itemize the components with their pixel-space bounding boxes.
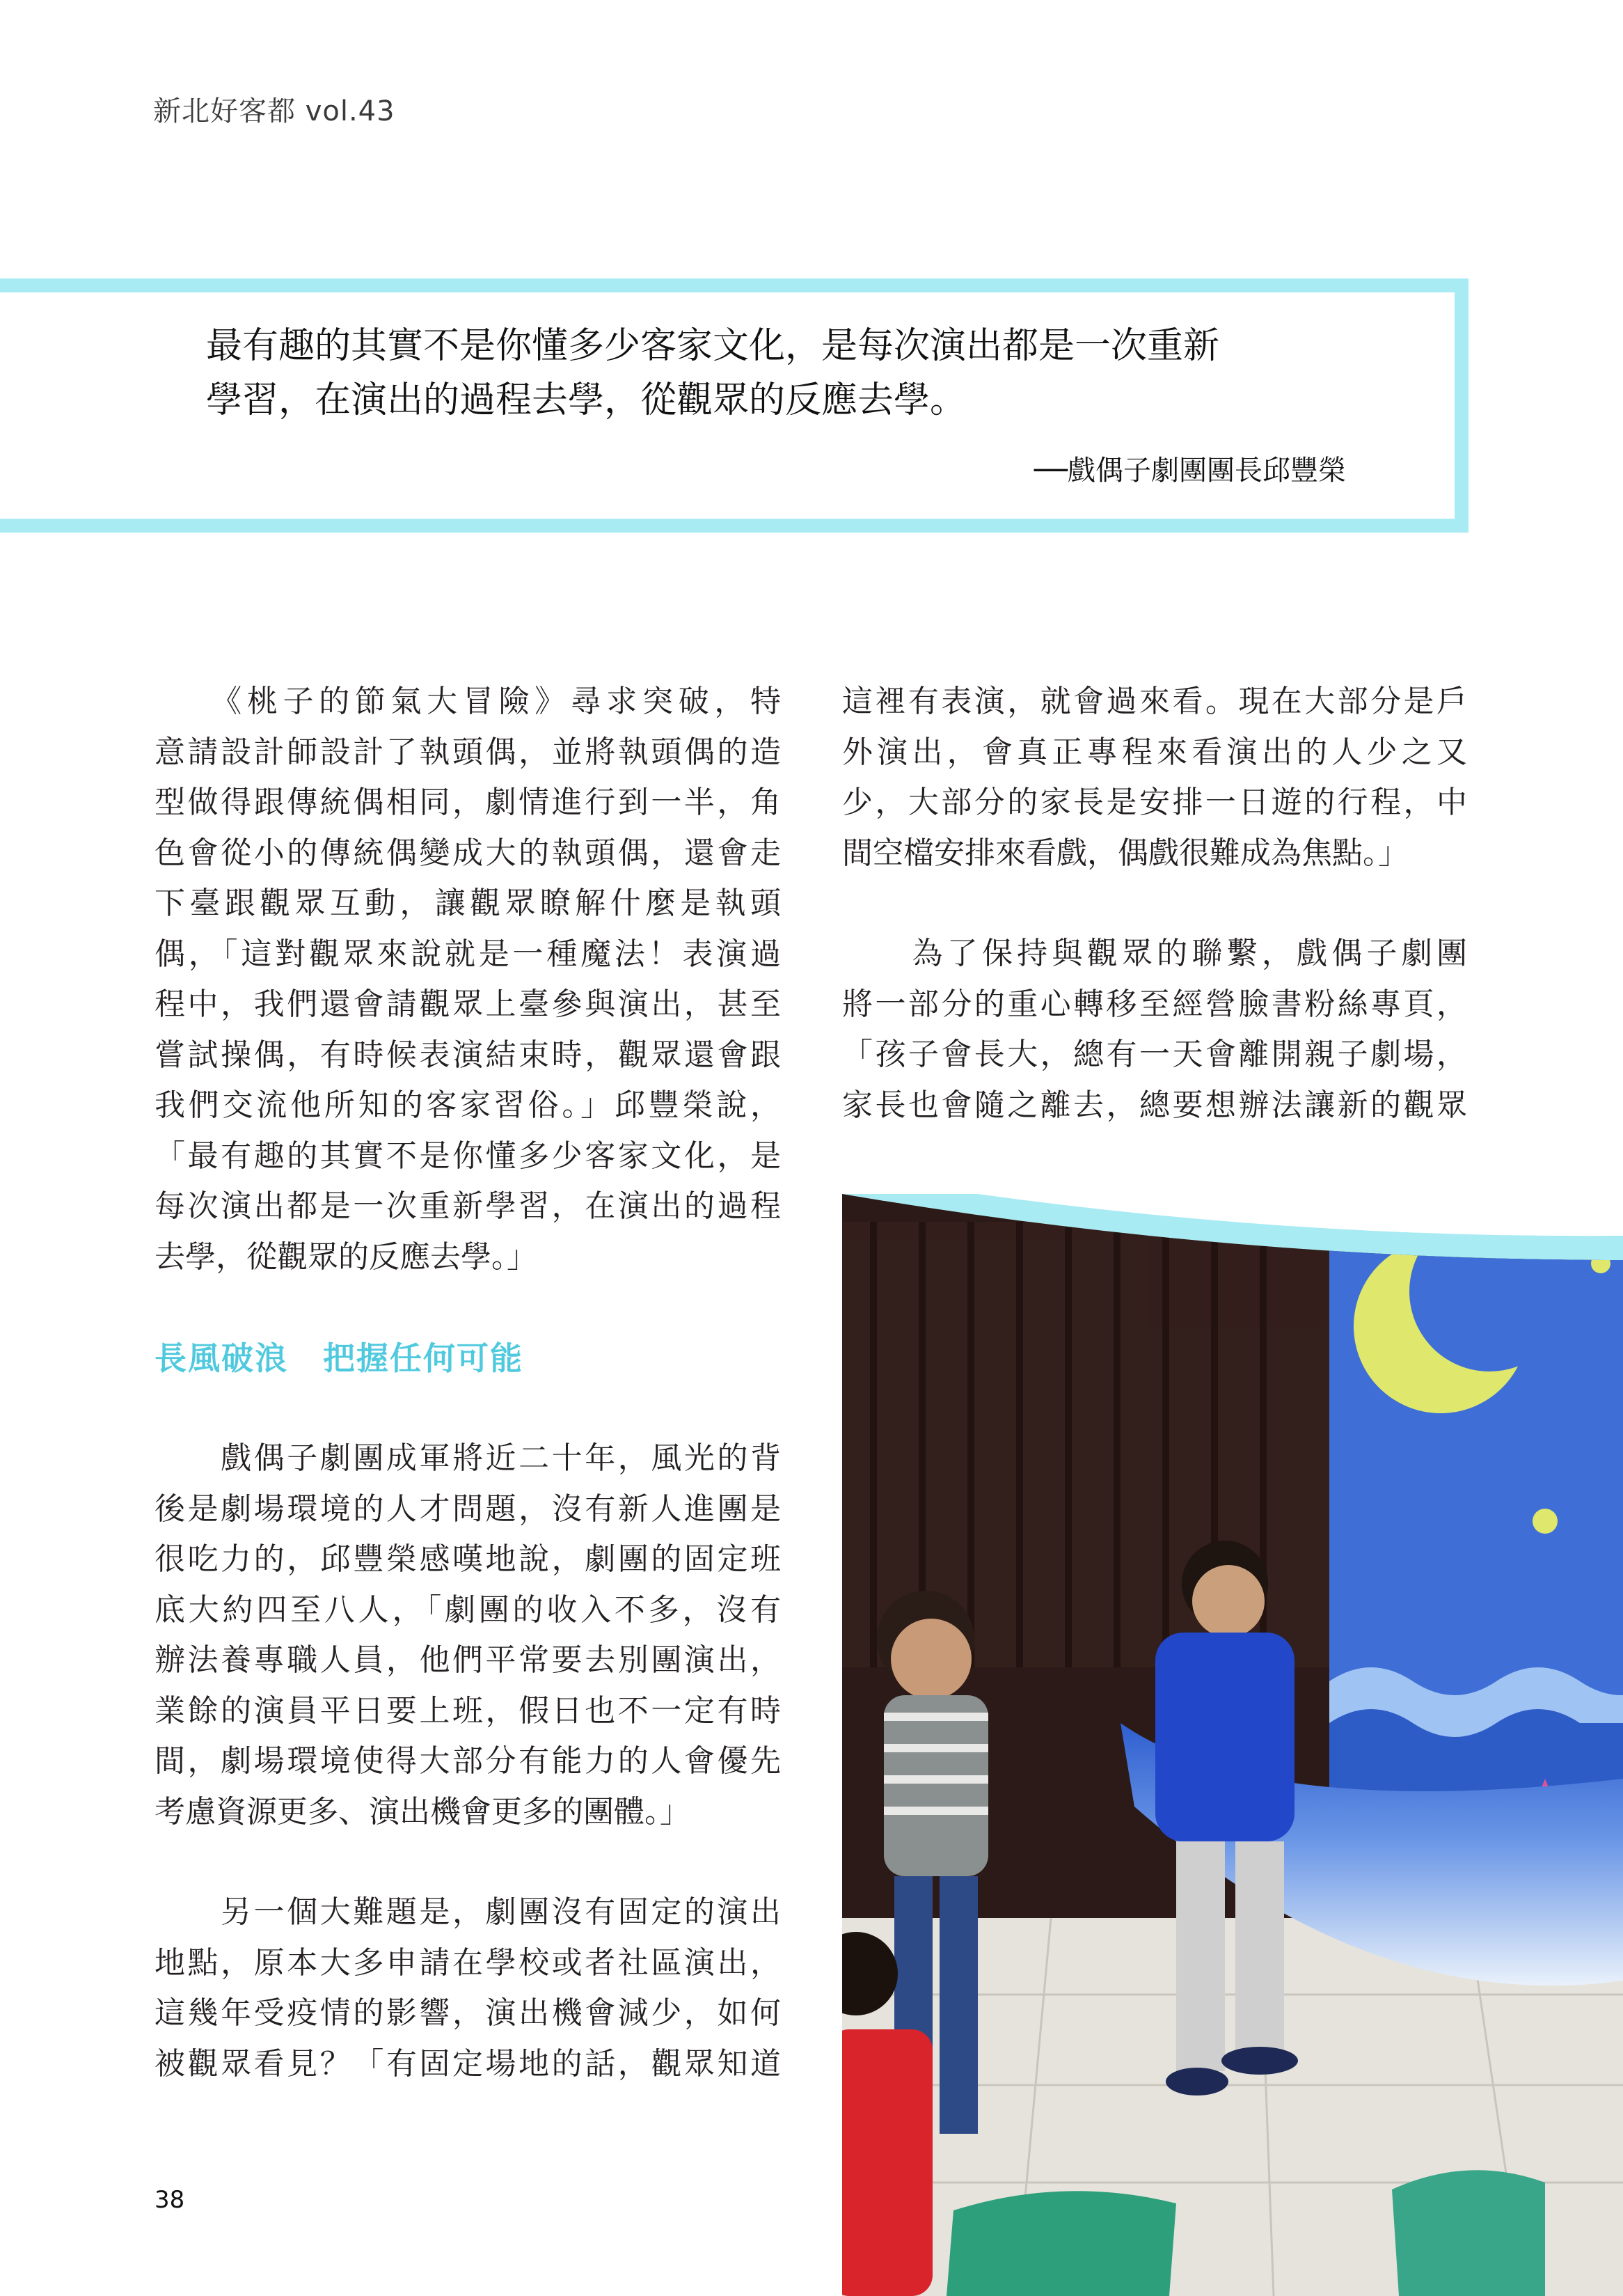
right-column xyxy=(842,677,1467,1131)
text-line: 偶，「這對觀眾來說就是一種魔法！表演過 xyxy=(155,936,781,972)
text-line: 家長也會隨之離去，總要想辦法讓新的觀眾 xyxy=(842,1087,1467,1123)
subheading-part: 把握任何可能 xyxy=(323,1339,523,1377)
text-line: 間空檔安排來看戲，偶戲很難成為焦點。」 xyxy=(842,835,1409,871)
paragraph xyxy=(155,1887,781,2089)
subheading-part: 長風破浪 xyxy=(155,1339,288,1377)
text-line: 「孩子會長大，總有一天會離開親子劇場， xyxy=(842,1037,1467,1072)
pull-quote-line: 最有趣的其實不是你懂多少客家文化，是每次演出都是一次重新 xyxy=(206,325,1220,367)
text-line: 戲偶子劇團成軍將近二十年，風光的背 xyxy=(155,1440,781,1476)
text-line: 很吃力的，邱豐榮感嘆地說，劇團的固定班 xyxy=(155,1541,781,1577)
text-line: 少，大部分的家長是安排一日遊的行程，中 xyxy=(842,785,1467,820)
text-line: 考慮資源更多、演出機會更多的團體。」 xyxy=(155,1793,690,1830)
left-column xyxy=(155,677,781,2089)
running-header: 新北好客都 vol.43 xyxy=(153,95,395,127)
text-line: 後是劇場環境的人才問題，沒有新人進團是 xyxy=(155,1491,781,1527)
text-line: 我們交流他所知的客家習俗。」邱豐榮說， xyxy=(155,1087,781,1123)
text-line: 業餘的演員平日要上班，假日也不一定有時 xyxy=(155,1692,781,1729)
text-line: 色會從小的傳統偶變成大的執頭偶，還會走 xyxy=(155,835,781,871)
paragraph xyxy=(842,929,1467,1131)
text-line: 程中，我們還會請觀眾上臺參與演出，甚至 xyxy=(155,986,781,1022)
text-line: 這裡有表演，就會過來看。現在大部分是戶 xyxy=(842,684,1467,719)
text-line: 地點，原本大多申請在學校或者社區演出， xyxy=(155,1944,781,1981)
paragraph xyxy=(155,677,781,1282)
text-line: 這幾年受疫情的影響，演出機會減少，如何 xyxy=(155,1995,781,2031)
text-line: 被觀眾看見？「有固定場地的話，觀眾知道 xyxy=(155,2045,781,2082)
paragraph xyxy=(155,1433,781,1837)
text-line: 間，劇場環境使得大部分有能力的人會優先 xyxy=(155,1743,781,1779)
text-line: 底大約四至八人，「劇團的收入不多，沒有 xyxy=(155,1591,781,1628)
text-line: 為了保持與觀眾的聯繫，戲偶子劇團 xyxy=(842,936,1467,971)
pull-quote-line: 學習，在演出的過程去學，從觀眾的反應去學。 xyxy=(206,379,967,421)
paragraph xyxy=(842,677,1467,879)
pull-quote-attribution: ──戲偶子劇團團長邱豐榮 xyxy=(1034,455,1346,487)
stage-backdrop xyxy=(1329,1211,1623,1876)
text-line: 「最有趣的其實不是你懂多少客家文化，是 xyxy=(155,1138,781,1174)
text-line: 每次演出都是一次重新學習，在演出的過程 xyxy=(155,1188,781,1224)
performance-photo xyxy=(842,1194,1623,2296)
text-line: 意請設計師設計了執頭偶，並將執頭偶的造 xyxy=(155,734,781,770)
pull-quote-text xyxy=(206,319,1389,427)
text-line: 另一個大難題是，劇團沒有固定的演出 xyxy=(155,1894,781,1930)
text-line: 嘗試操偶，有時候表演結束時，觀眾還會跟 xyxy=(155,1037,781,1073)
text-line: 下臺跟觀眾互動，讓觀眾瞭解什麼是執頭 xyxy=(155,886,781,921)
page-number: 38 xyxy=(155,2186,185,2214)
text-line: 將一部分的重心轉移至經營臉書粉絲專頁， xyxy=(842,986,1467,1022)
text-line: 型做得跟傳統偶相同，劇情進行到一半，角 xyxy=(155,785,781,820)
text-line: 辦法養專職人員，他們平常要去別團演出， xyxy=(155,1642,781,1678)
text-line: 外演出，會真正專程來看演出的人少之又 xyxy=(842,734,1467,770)
text-line: 《桃子的節氣大冒險》尋求突破，特 xyxy=(155,684,781,719)
text-line: 去學，從觀眾的反應去學。」 xyxy=(155,1239,537,1275)
section-subheading xyxy=(155,1333,523,1379)
